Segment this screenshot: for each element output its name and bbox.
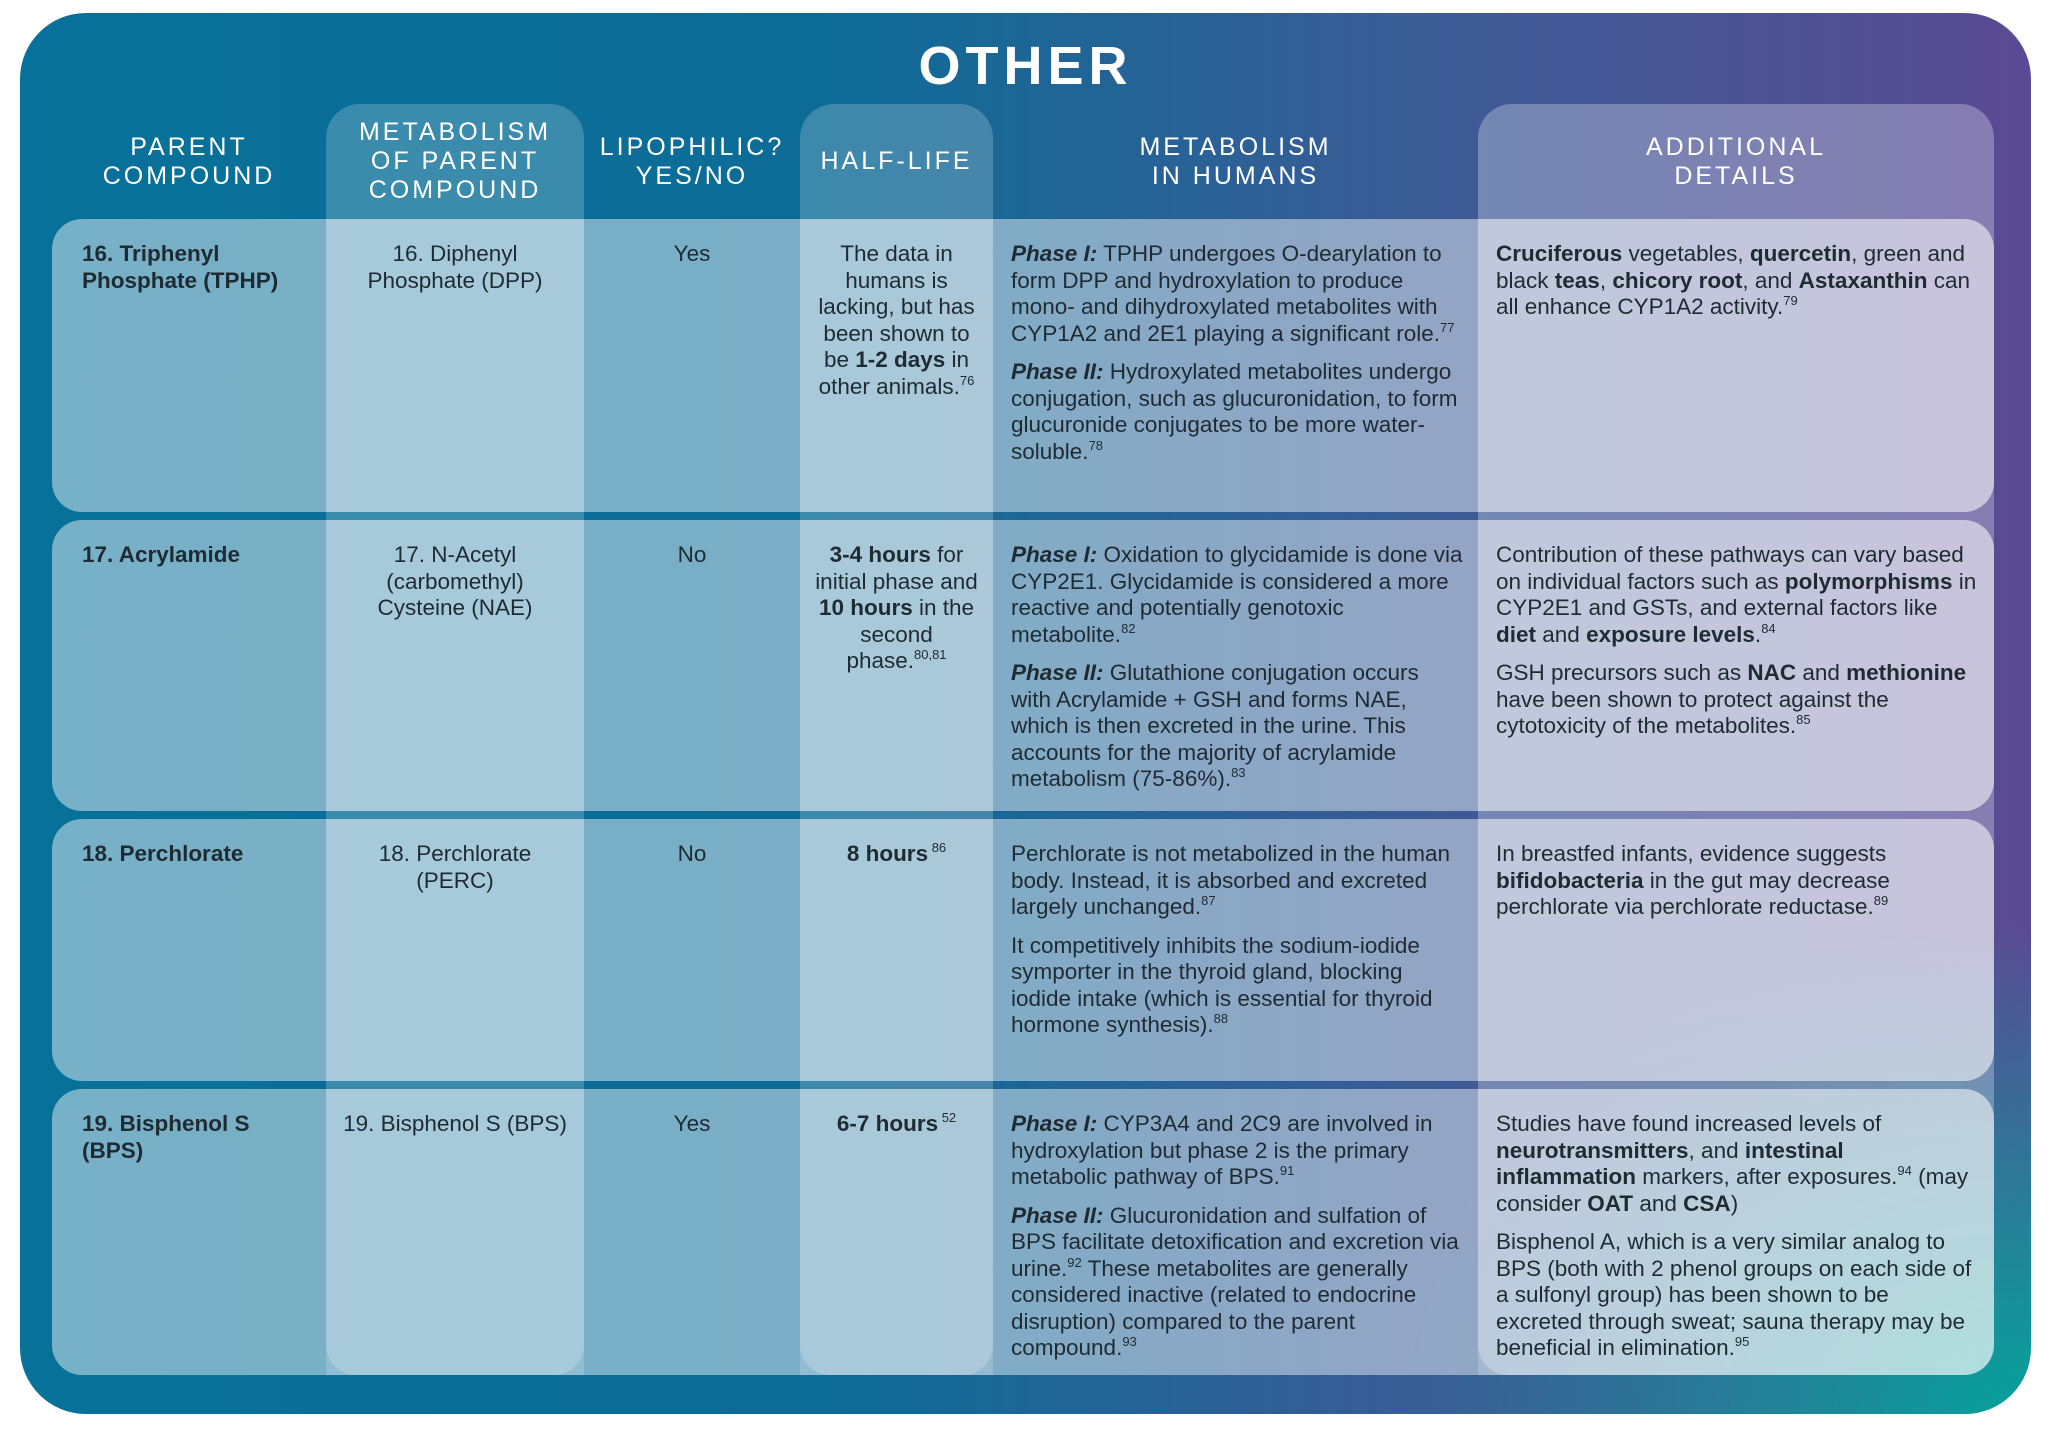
paragraph	[340, 542, 570, 622]
paragraph	[598, 241, 786, 268]
header-line: METABOLISM	[358, 118, 552, 146]
text: )	[1730, 1190, 1739, 1216]
paragraph	[1011, 841, 1464, 921]
emphasis-text: CSA	[1683, 1190, 1731, 1216]
lipophilic-cell	[584, 219, 800, 512]
lipophilic-cell	[584, 520, 800, 811]
text: have been shown to protect against the cytotoxicity of the metabolites.	[1496, 686, 1889, 738]
lipophilic-cell	[584, 819, 800, 1081]
text: (may consider	[1496, 1164, 1969, 1216]
footnote-ref: 82	[1121, 620, 1136, 636]
header-parent-compound	[52, 104, 326, 219]
header-line: COMPOUND	[368, 176, 542, 204]
paragraph	[82, 841, 316, 868]
paragraph	[1011, 542, 1464, 648]
text: TPHP undergoes O-dearylation to form DPP and hydroxylation to produce mono- and dihydroxylated metabolites with CYP1A2 and 2E1 playing a significant role.	[1011, 241, 1442, 346]
metabolism-in-humans-cell	[993, 219, 1478, 512]
paragraph	[340, 241, 570, 294]
text: , green and black	[1496, 241, 1965, 293]
text: in other animals.	[818, 347, 970, 399]
parent-compound-cell	[52, 219, 326, 512]
table-row	[52, 520, 1994, 811]
text: 18. Perchlorate	[82, 841, 244, 866]
emphasis-text: 3-4 hours	[829, 542, 931, 567]
footnote-ref: 76	[959, 372, 975, 388]
footnote-ref: 79	[1783, 293, 1798, 308]
text: Yes	[673, 241, 711, 266]
text: .	[1754, 621, 1762, 647]
emphasis-text: 10 hours	[818, 595, 913, 620]
lipophilic-cell	[584, 1089, 800, 1375]
text: 18. Perchlorate (PERC)	[378, 841, 532, 893]
emphasis-text: methionine	[1846, 660, 1967, 685]
table-row	[52, 1089, 1994, 1375]
text: No	[677, 542, 707, 567]
emphasis-text: intestinal inflammation	[1496, 1137, 1844, 1189]
text: in the second phase.	[846, 595, 975, 673]
text: 19. Bisphenol S (BPS)	[82, 1111, 250, 1163]
text: , and	[1688, 1137, 1745, 1163]
parent-compound-cell	[52, 1089, 326, 1375]
text: Bisphenol A, which is a very similar analog to BPS (both with 2 phenol groups on each side of a sulfonyl group) has been shown to be excreted through sweat; sauna therapy may be beneficial in elimination.	[1496, 1229, 1972, 1360]
text: Perchlorate is not metabolized in the human body. Instead, it is absorbed and excreted largely unchanged.	[1011, 841, 1451, 919]
paragraph	[340, 1111, 570, 1138]
text: markers, after exposures.	[1636, 1164, 1898, 1189]
text: for initial phase and	[815, 542, 978, 594]
paragraph	[1496, 841, 1980, 921]
text: 17. Acrylamide	[82, 542, 241, 567]
paragraph	[1011, 1111, 1464, 1191]
paragraph	[814, 542, 979, 675]
phase-label: Phase II:	[1011, 1202, 1104, 1228]
header-line: METABOLISM	[1139, 132, 1332, 161]
paragraph	[1496, 660, 1980, 740]
emphasis-text: neurotransmitters	[1496, 1137, 1689, 1163]
emphasis-text: bifidobacteria	[1496, 867, 1644, 893]
footnote-ref: 86	[928, 840, 947, 855]
additional-details-cell	[1478, 520, 1994, 811]
paragraph	[814, 241, 979, 400]
paragraph	[82, 542, 316, 569]
header-line: LIPOPHILIC?	[599, 132, 785, 161]
text: 19. Bisphenol S (BPS)	[343, 1111, 567, 1136]
footnote-ref: 91	[1279, 1163, 1295, 1178]
footnote-ref: 84	[1761, 620, 1776, 636]
text: The data in humans is lacking, but has been shown to be	[818, 241, 975, 372]
text: , and	[1742, 267, 1799, 293]
header-metabolism-in-humans	[993, 104, 1478, 219]
paragraph	[598, 542, 786, 569]
emphasis-text: exposure levels	[1586, 621, 1755, 647]
text: in CYP2E1 and GSTs, and external factors like	[1496, 568, 1977, 620]
text: and	[1536, 621, 1587, 647]
paragraph	[1496, 241, 1980, 321]
text: vegetables,	[1622, 241, 1750, 266]
text: Oxidation to glycidamide is done via CYP2E1. Glycidamide is considered a more reactive and potentially genotoxic metabolite.	[1011, 542, 1463, 647]
paragraph	[1011, 359, 1464, 465]
metabolite-cell	[326, 219, 584, 512]
additional-details-cell	[1478, 819, 1994, 1081]
emphasis-text: 6-7 hours	[836, 1111, 939, 1136]
emphasis-text: OAT	[1587, 1190, 1634, 1216]
emphasis-text: Astaxanthin	[1798, 267, 1928, 293]
header-line: IN HUMANS	[1151, 161, 1320, 190]
text: Glucuronidation and sulfation of BPS facilitate detoxification and excretion via urine.	[1011, 1202, 1459, 1281]
text: Hydroxylated metabolites undergo conjugation, such as glucuronidation, to form glucuronide conjugates to be more water-soluble.	[1011, 359, 1458, 464]
emphasis-text: Cruciferous	[1496, 241, 1623, 266]
footnote-ref: 94	[1897, 1163, 1912, 1178]
paragraph	[1011, 241, 1464, 347]
footnote-ref: 87	[1201, 893, 1216, 908]
phase-label: Phase I:	[1011, 1111, 1098, 1136]
paragraph	[1496, 542, 1980, 648]
paragraph	[1496, 1229, 1980, 1362]
header-line: PARENT	[130, 132, 248, 161]
half-life-cell	[800, 219, 993, 512]
footnote-ref: 92	[1067, 1254, 1082, 1270]
header-additional-details	[1478, 104, 1994, 219]
text: In breastfed infants, evidence suggests	[1496, 841, 1887, 866]
text: 16. Diphenyl Phosphate (DPP)	[367, 241, 543, 293]
paragraph	[814, 841, 979, 868]
text: and	[1796, 660, 1847, 685]
half-life-cell	[800, 520, 993, 811]
phase-label: Phase I:	[1011, 241, 1098, 266]
text: Contribution of these pathways can vary based on individual factors such as	[1496, 542, 1964, 594]
paragraph	[598, 1111, 786, 1138]
header-line: DETAILS	[1674, 161, 1798, 190]
text: ,	[1599, 267, 1613, 293]
paragraph	[1011, 1203, 1464, 1362]
emphasis-text: 1-2 days	[855, 347, 946, 372]
metabolism-in-humans-cell	[993, 1089, 1478, 1375]
paragraph	[340, 841, 570, 894]
metabolite-cell	[326, 520, 584, 811]
paragraph	[1496, 1111, 1980, 1217]
paragraph	[82, 241, 316, 294]
text: in the gut may decrease perchlorate via perchlorate reductase.	[1496, 867, 1890, 919]
header-line: HALF-LIFE	[820, 147, 973, 175]
metabolism-in-humans-cell	[993, 520, 1478, 811]
header-half-life	[800, 104, 993, 219]
text: It competitively inhibits the sodium-iodide symporter in the thyroid gland, blocking iodide intake (which is essential for thyroid hormone synthesis).	[1011, 932, 1433, 1037]
paragraph	[598, 841, 786, 868]
paragraph	[1011, 933, 1464, 1039]
footnote-ref: 77	[1440, 319, 1455, 335]
footnote-ref: 93	[1122, 1334, 1137, 1349]
table-row	[52, 819, 1994, 1081]
footnote-ref: 80,81	[914, 647, 947, 662]
half-life-cell	[800, 1089, 993, 1375]
phase-label: Phase I:	[1011, 542, 1098, 567]
header-lipophilic	[584, 104, 800, 219]
paragraph	[82, 1111, 316, 1164]
parent-compound-cell	[52, 520, 326, 811]
text: can all enhance CYP1A2 activity.	[1496, 267, 1970, 319]
emphasis-text: diet	[1496, 621, 1537, 647]
header-line: ADDITIONAL	[1645, 132, 1827, 161]
metabolite-cell	[326, 1089, 584, 1375]
metabolism-in-humans-cell	[993, 819, 1478, 1081]
footnote-ref: 52	[938, 1110, 957, 1125]
footnote-ref: 88	[1213, 1011, 1229, 1026]
phase-label: Phase II:	[1011, 359, 1104, 384]
parent-compound-cell	[52, 819, 326, 1081]
half-life-cell	[800, 819, 993, 1081]
text: Studies have found increased levels of	[1496, 1111, 1882, 1136]
paragraph	[1011, 660, 1464, 793]
header-line: YES/NO	[635, 161, 749, 190]
emphasis-text: teas	[1554, 267, 1600, 293]
header-metabolism-of-parent	[326, 104, 584, 219]
page-title: OTHER	[918, 36, 1133, 96]
additional-details-cell	[1478, 219, 1994, 512]
text: and	[1633, 1190, 1684, 1216]
phase-label: Phase II:	[1011, 660, 1104, 685]
metabolite-cell	[326, 819, 584, 1081]
text: 16. Triphenyl Phosphate (TPHP)	[82, 241, 279, 293]
text: No	[677, 841, 707, 866]
emphasis-text: quercetin	[1749, 241, 1852, 266]
emphasis-text: chicory root	[1612, 267, 1743, 293]
footnote-ref: 85	[1796, 712, 1811, 727]
additional-details-cell	[1478, 1089, 1994, 1375]
text: GSH precursors such as	[1496, 660, 1748, 685]
footnote-ref: 89	[1873, 893, 1889, 908]
text: 17. N-Acetyl (carbomethyl) Cysteine (NAE)	[377, 542, 533, 620]
paragraph	[814, 1111, 979, 1138]
header-line: COMPOUND	[102, 161, 276, 190]
table-row	[52, 219, 1994, 512]
footnote-ref: 78	[1088, 437, 1104, 453]
text: Glutathione conjugation occurs with Acrylamide + GSH and forms NAE, which is then excreted in the urine. This accounts for the majority of acrylamide metabolism (75-86%).	[1011, 660, 1419, 791]
footnote-ref: 83	[1231, 765, 1246, 780]
other-table-card	[20, 13, 2031, 1414]
emphasis-text: NAC	[1747, 660, 1797, 685]
text: Yes	[673, 1111, 711, 1136]
header-line: OF PARENT	[370, 147, 540, 175]
text: These metabolites are generally considered inactive (related to endocrine disruption) compared to the parent compound.	[1011, 1255, 1417, 1360]
emphasis-text: polymorphisms	[1784, 568, 1953, 594]
emphasis-text: 8 hours	[846, 841, 929, 866]
footnote-ref: 95	[1734, 1334, 1750, 1349]
text: CYP3A4 and 2C9 are involved in hydroxylation but phase 2 is the primary metabolic pathway of BPS.	[1011, 1111, 1433, 1189]
